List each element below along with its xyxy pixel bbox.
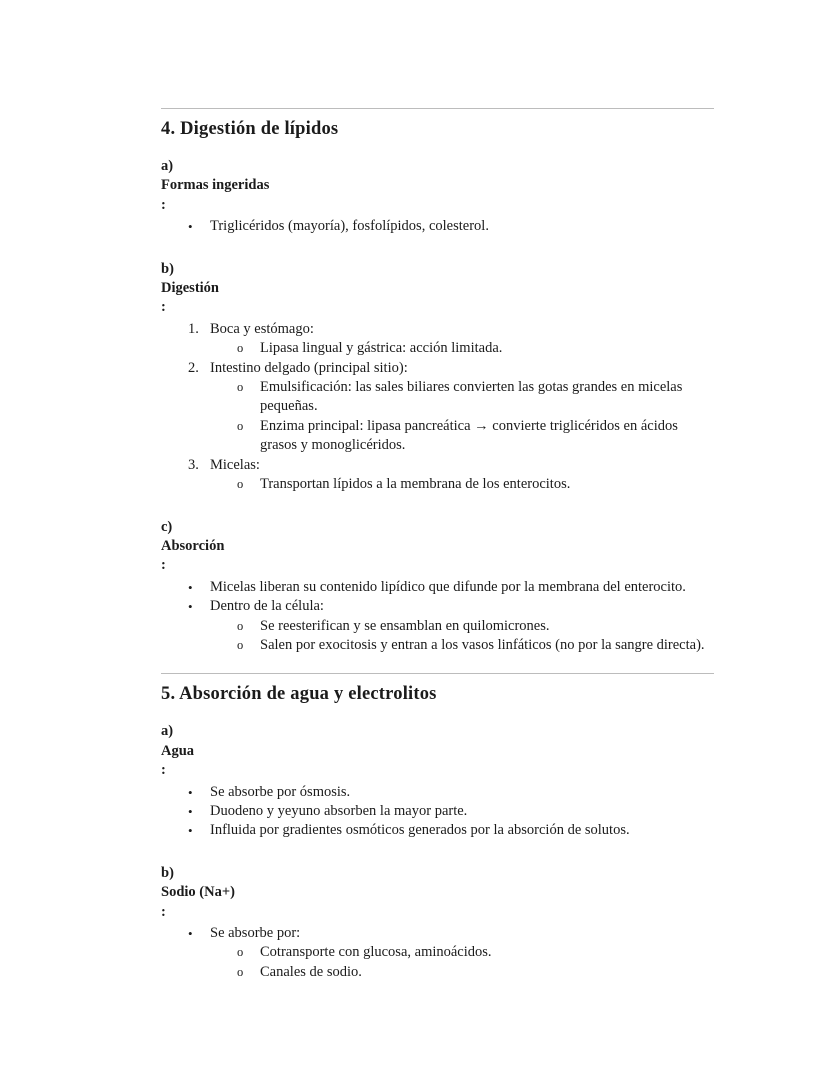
subsection-5a — [161, 722, 714, 840]
bullet-list — [161, 217, 714, 236]
list-item — [161, 597, 714, 616]
list-item — [161, 217, 714, 236]
sub-letter: a) — [161, 158, 174, 174]
item-text: Lipasa lingual y gástrica: acción limitada. — [260, 340, 503, 357]
sub-title: Agua — [161, 742, 195, 759]
page-content — [161, 108, 714, 982]
numbered-list — [161, 320, 714, 495]
sub-letter: b) — [161, 864, 174, 881]
bullet-icon: • — [188, 926, 193, 941]
item-number: 2. — [188, 359, 199, 376]
sub-letter: c) — [161, 518, 173, 535]
list-item — [161, 802, 714, 821]
sub-colon: : — [161, 557, 166, 574]
sub-letter: b) — [161, 260, 174, 277]
sub-colon: : — [161, 762, 166, 779]
circle-bullet-icon: o — [237, 637, 244, 652]
item-text: Canales de sodio. — [260, 963, 362, 980]
item-number: 3. — [188, 456, 199, 473]
section-divider-middle — [161, 673, 714, 674]
bullet-list — [161, 783, 714, 841]
item-text: Triglicéridos (mayoría), fosfolípidos, colesterol. — [210, 218, 489, 235]
bullet-list — [161, 578, 714, 656]
sub-letter: a) — [161, 723, 174, 740]
bullet-list — [161, 924, 714, 982]
item-text: Salen por exocitosis y entran a los vasos linfáticos (no por la sangre directa). — [260, 636, 705, 653]
bullet-icon: • — [188, 599, 193, 615]
item-text: Enzima principal: lipasa pancreática → convierte triglicéridos en ácidos grasos y monoglicéridos. — [260, 417, 678, 454]
bullet-icon: • — [188, 784, 193, 800]
subsection-5b — [161, 864, 714, 982]
item-text: Duodeno y yeyuno absorben la mayor parte. — [210, 802, 468, 819]
sub-colon: : — [161, 196, 166, 213]
sub-colon: : — [161, 903, 166, 920]
sub-title: Absorción — [161, 537, 225, 554]
sub-title: Formas ingeridas — [161, 177, 270, 194]
list-item — [161, 456, 714, 475]
circle-bullet-icon: o — [237, 341, 244, 356]
subsection-4a-label-block — [161, 157, 714, 215]
sub-list-item — [161, 378, 714, 417]
list-item — [161, 359, 714, 378]
item-text: Se reesterifican y se ensamblan en quilomicrones. — [260, 617, 550, 634]
item-text: Dentro de la célula: — [210, 598, 324, 615]
list-item — [161, 821, 714, 840]
subsection-4c-label-block — [161, 518, 714, 576]
item-number: 1. — [188, 320, 199, 337]
sub-list-item — [161, 339, 714, 358]
sub-title: Sodio (Na+) — [161, 884, 235, 901]
section-5-heading: 5. Absorción de agua y electrolitos — [161, 684, 437, 705]
section-4-heading: 4. Digestión de lípidos — [161, 119, 339, 139]
section-divider-top — [161, 108, 714, 109]
bullet-icon: • — [188, 823, 193, 839]
circle-bullet-icon: o — [237, 964, 244, 979]
subsection-5b-label-block — [161, 864, 714, 922]
sub-list-item — [161, 617, 714, 636]
list-item — [161, 320, 714, 339]
sub-list-item — [161, 475, 714, 494]
subsection-4b-label-block — [161, 260, 714, 318]
circle-bullet-icon: o — [237, 618, 244, 633]
item-text: Boca y estómago: — [210, 320, 314, 337]
item-text: Intestino delgado (principal sitio): — [210, 359, 408, 376]
circle-bullet-icon: o — [237, 418, 244, 433]
item-text: Transportan lípidos a la membrana de los enterocitos. — [260, 476, 571, 493]
subsection-4c — [161, 518, 714, 656]
circle-bullet-icon: o — [237, 477, 244, 492]
list-item — [161, 578, 714, 597]
sub-list-item — [161, 417, 714, 456]
list-item — [161, 783, 714, 802]
item-text: Emulsificación: las sales biliares convierten las gotas grandes en micelas pequeñas. — [260, 379, 683, 415]
sub-list-item — [161, 943, 714, 962]
item-text: Se absorbe por: — [210, 925, 301, 941]
bullet-icon: • — [188, 803, 193, 819]
item-text: Micelas liberan su contenido lipídico que difunde por la membrana del enterocito. — [210, 578, 686, 595]
circle-bullet-icon: o — [237, 380, 244, 395]
item-text: Micelas: — [210, 456, 260, 473]
subsection-5a-label-block — [161, 722, 714, 780]
bullet-icon: • — [188, 219, 193, 235]
circle-bullet-icon: o — [237, 945, 244, 960]
bullet-icon: • — [188, 579, 193, 595]
sub-list-item — [161, 636, 714, 655]
item-text: Se absorbe por ósmosis. — [210, 783, 351, 800]
sub-list-item — [161, 963, 714, 982]
item-text: Cotransporte con glucosa, aminoácidos. — [260, 944, 492, 961]
subsection-4a — [161, 157, 714, 237]
subsection-4b — [161, 260, 714, 495]
item-text: Influida por gradientes osmóticos generados por la absorción de solutos. — [210, 822, 630, 839]
sub-title: Digestión — [161, 280, 219, 297]
list-item — [161, 924, 714, 943]
sub-colon: : — [161, 299, 166, 316]
